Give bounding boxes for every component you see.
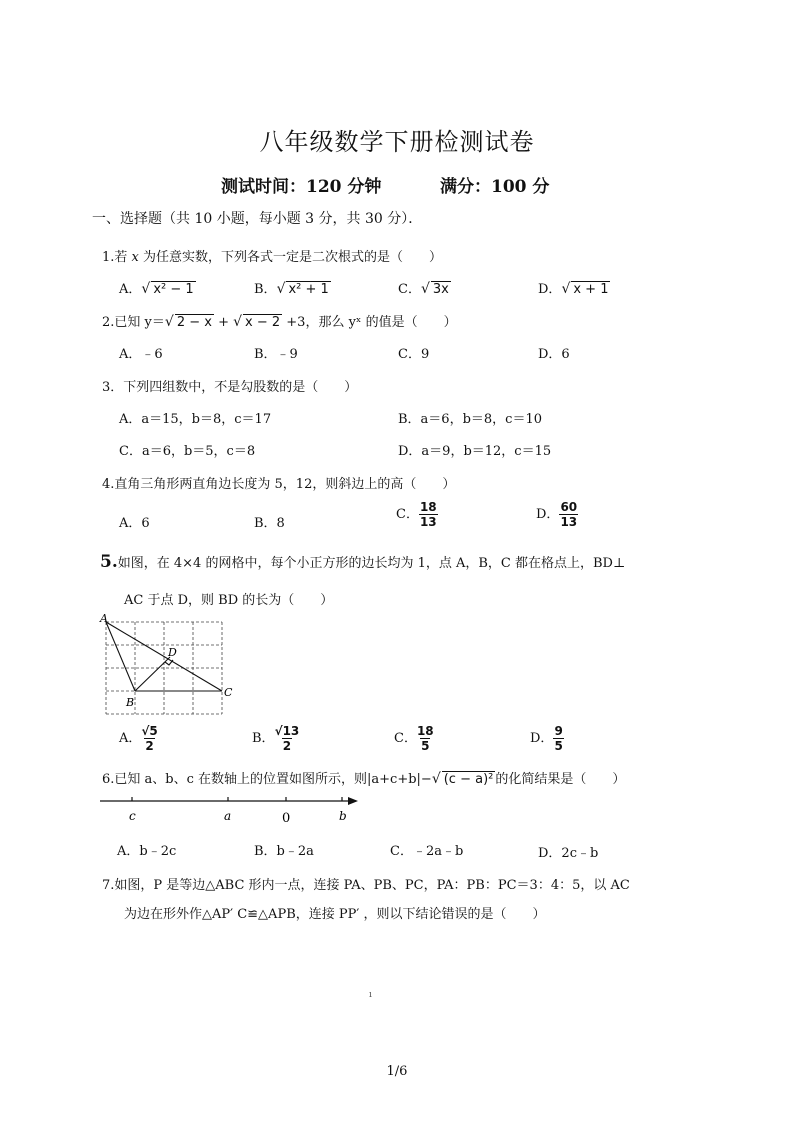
numerator: 18: [419, 500, 437, 514]
denominator: 13: [560, 515, 578, 529]
label-c: C: [224, 686, 233, 699]
fraction: [141, 724, 157, 753]
label-a: a: [224, 809, 232, 823]
axis-arrow: [348, 797, 358, 805]
radicand: x² + 1: [288, 282, 329, 297]
page-title: 八年级数学下册检测试卷: [259, 128, 535, 156]
fraction: [419, 500, 438, 529]
question-5-stem-line2: AC 于点 D，则 BD 的长为（ ）: [124, 593, 334, 608]
q5-option-c: [394, 724, 434, 753]
option-label: A．: [119, 282, 142, 297]
denominator: 5: [554, 739, 563, 753]
denominator: 13: [419, 515, 437, 529]
section-heading: 一、选择题（共 10 小题，每小题 3 分，共 30 分）．: [92, 211, 423, 227]
q5-option-b: [252, 724, 299, 753]
question-4-stem: 4.直角三角形两直角边长度为 5，12，则斜边上的高（ ）: [102, 477, 456, 492]
q4-option-b: B．8: [254, 516, 285, 531]
q1-option-a: A．√ x² − 1: [119, 281, 194, 297]
q4-option-c: [396, 500, 438, 529]
label-zero: 0: [282, 811, 291, 826]
q6-stem-part2: 的化简结果是（ ）: [495, 772, 626, 787]
q1-stem-part2: 为任意实数，下列各式一定是二次根式的是（ ）: [138, 250, 443, 265]
question-3-stem: 3．下列四组数中，不是勾股数的是（ ）: [102, 380, 358, 395]
option-label: B．: [252, 731, 275, 746]
denominator: 5: [421, 739, 430, 753]
q6-stem-part1: 6.已知 a、b、c 在数轴上的位置如图所示，则|a+c+b|−: [102, 772, 432, 787]
fraction: [417, 724, 434, 753]
label-a: A: [100, 612, 108, 625]
q2-stem-part2: +3，那么 yˣ 的值是（ ）: [282, 315, 457, 330]
q2-radicand-1: 2 − x: [176, 315, 212, 330]
label-b: B: [126, 696, 135, 709]
q5-number: 5.: [100, 552, 118, 572]
label-b: b: [339, 809, 347, 823]
stray-mark: ı: [369, 990, 372, 1000]
question-6-stem: 6.已知 a、b、c 在数轴上的位置如图所示，则|a+c+b|−√ (c − a)² 的化简结果是（ ）: [102, 771, 626, 787]
option-label: D．: [538, 282, 562, 297]
option-label: C．: [396, 507, 419, 522]
q5-option-d: [530, 724, 564, 753]
radicand: x + 1: [573, 282, 609, 297]
numerator: 60: [560, 500, 578, 514]
option-label: C．: [394, 731, 417, 746]
q5-grid-figure: [98, 612, 240, 716]
question-1-stem: [102, 246, 442, 265]
q6-option-b: B．b﹣2a: [254, 844, 314, 859]
q2-plus: +: [213, 315, 234, 330]
page-number: 1/6: [386, 1064, 408, 1079]
q6-option-a: A．b﹣2c: [117, 844, 177, 859]
option-label: D．: [530, 731, 554, 746]
q2-option-d: D．6: [538, 347, 570, 362]
radicand: x² − 1: [153, 282, 194, 297]
q2-stem-part1: 2.已知 y＝: [102, 315, 165, 330]
q6-radicand: (c − a)²: [443, 772, 494, 787]
q4-option-d: [536, 500, 578, 529]
question-7-stem-line2: 为边在形外作△AP′ C≌△APB，连接 PP′ ，则以下结论错误的是（ ）: [124, 907, 546, 922]
fraction: [553, 724, 563, 753]
option-label: D．: [536, 507, 560, 522]
fraction: [559, 500, 578, 529]
question-5-stem-line1: [100, 552, 625, 572]
grid-lines: [106, 622, 222, 714]
q2-option-c: C．9: [398, 347, 430, 362]
q1-option-b: B．√ x² + 1: [254, 281, 329, 297]
label-c: c: [129, 809, 136, 823]
q1-option-c: C．√ 3x: [398, 281, 449, 297]
q6-option-d: D．2c﹣b: [538, 846, 599, 861]
q5-option-a: [119, 724, 158, 753]
q1-variable: x: [131, 250, 139, 265]
full-score: 满分：100 分: [440, 177, 550, 197]
q2-option-b: B．﹣9: [254, 347, 298, 362]
q1-option-d: D．√ x + 1: [538, 281, 609, 297]
numerator: √13: [274, 724, 300, 738]
question-7-stem-line1: 7.如图，P 是等边△ABC 形内一点，连接 PA、PB、PC，PA：PB：PC＝3：4：5，以 AC: [102, 878, 630, 893]
question-2-stem: 2.已知 y＝√ 2 − x + √ x − 2 +3，那么 yˣ 的值是（ ）: [102, 314, 457, 330]
q3-option-d: D．a＝9，b＝12，c＝15: [398, 444, 552, 459]
q2-option-a: A．﹣6: [119, 347, 163, 362]
q4-option-a: A．6: [119, 516, 150, 531]
numerator: 9: [554, 724, 563, 738]
option-label: C．: [398, 282, 421, 297]
denominator: 2: [145, 739, 154, 753]
fraction: [275, 724, 300, 753]
q3-option-c: C．a＝6，b＝5，c＝8: [119, 444, 256, 459]
q3-option-a: A．a＝15，b＝8，c＝17: [119, 412, 272, 427]
test-time: 测试时间：120 分钟: [221, 177, 382, 197]
q6-number-line: [96, 790, 366, 830]
q1-stem-part1: 1.若: [102, 250, 132, 265]
numerator: 18: [416, 724, 434, 738]
option-label: A．: [119, 731, 142, 746]
radicand: 3x: [432, 282, 449, 297]
denominator: 2: [282, 739, 292, 753]
q3-option-b: B．a＝6，b＝8，c＝10: [398, 412, 542, 427]
q6-option-c: C．﹣2a﹣b: [390, 844, 464, 859]
label-d: D: [168, 646, 177, 659]
q5-stem-text: 如图，在 4×4 的网格中，每个小正方形的边长均为 1，点 A，B，C 都在格点上，BD⊥: [117, 556, 626, 571]
numerator: √5: [141, 724, 158, 738]
option-label: B．: [254, 282, 277, 297]
q2-radicand-2: x − 2: [245, 315, 281, 330]
